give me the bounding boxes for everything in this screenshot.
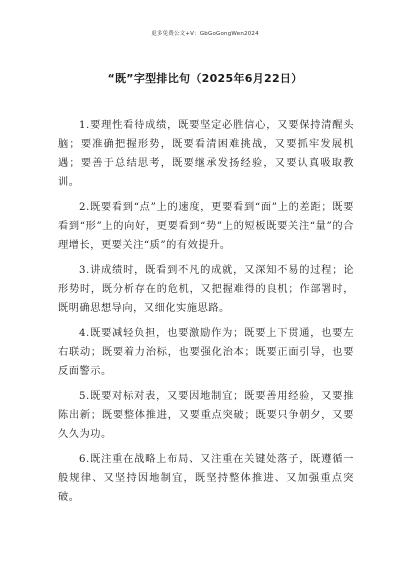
header-note: 更多免费公文+V：GbGoGongWen2024: [151, 31, 259, 37]
paragraph-3: 3.讲成绩时，既看到不凡的成就，又深知不易的过程；论形势时，既分析存在的危机，又把握难得的良机；作部署时，既明确思想导向，又细化实施思路。: [58, 265, 354, 314]
paragraph-4: 4.既要减轻负担，也要激励作为；既要上下贯通，也要左右联动；既要着力治标，也要强化治本；既要正面引导，也要反面警示。: [58, 328, 354, 377]
document-title: “既”字型排比句（2025年6月22日）: [107, 72, 303, 85]
paragraph-5: 5.既要对标对表，又要因地制宜；既要善用经验，又要推陈出新；既要整体推进，又要重点突破；既要只争朝夕，又要久久为功。: [58, 391, 354, 440]
document-body: [58, 116, 354, 513]
paragraph-2: 2.既要看到“点”上的速度，更要看到“面”上的差距；既要看到“形”上的向好，更要看到“势”上的短板既要关注“量”的合理增长，更要关注“质”的有效提升。: [58, 202, 354, 251]
paragraph-1: 1.要理性看待成绩，既要坚定必胜信心，又要保持清醒头脑；要准确把握形势，既要看清困难挑战，又要抓牢发展机遇；要善于总结思考，既要继承发扬经验，又要认真吸取教训。: [58, 120, 354, 188]
paragraph-6: 6.既注重在战略上布局、又注重在关键处落子，既遵循一般规律、又坚持因地制宜，既坚持整体推进、又加强重点突破。: [58, 454, 354, 503]
